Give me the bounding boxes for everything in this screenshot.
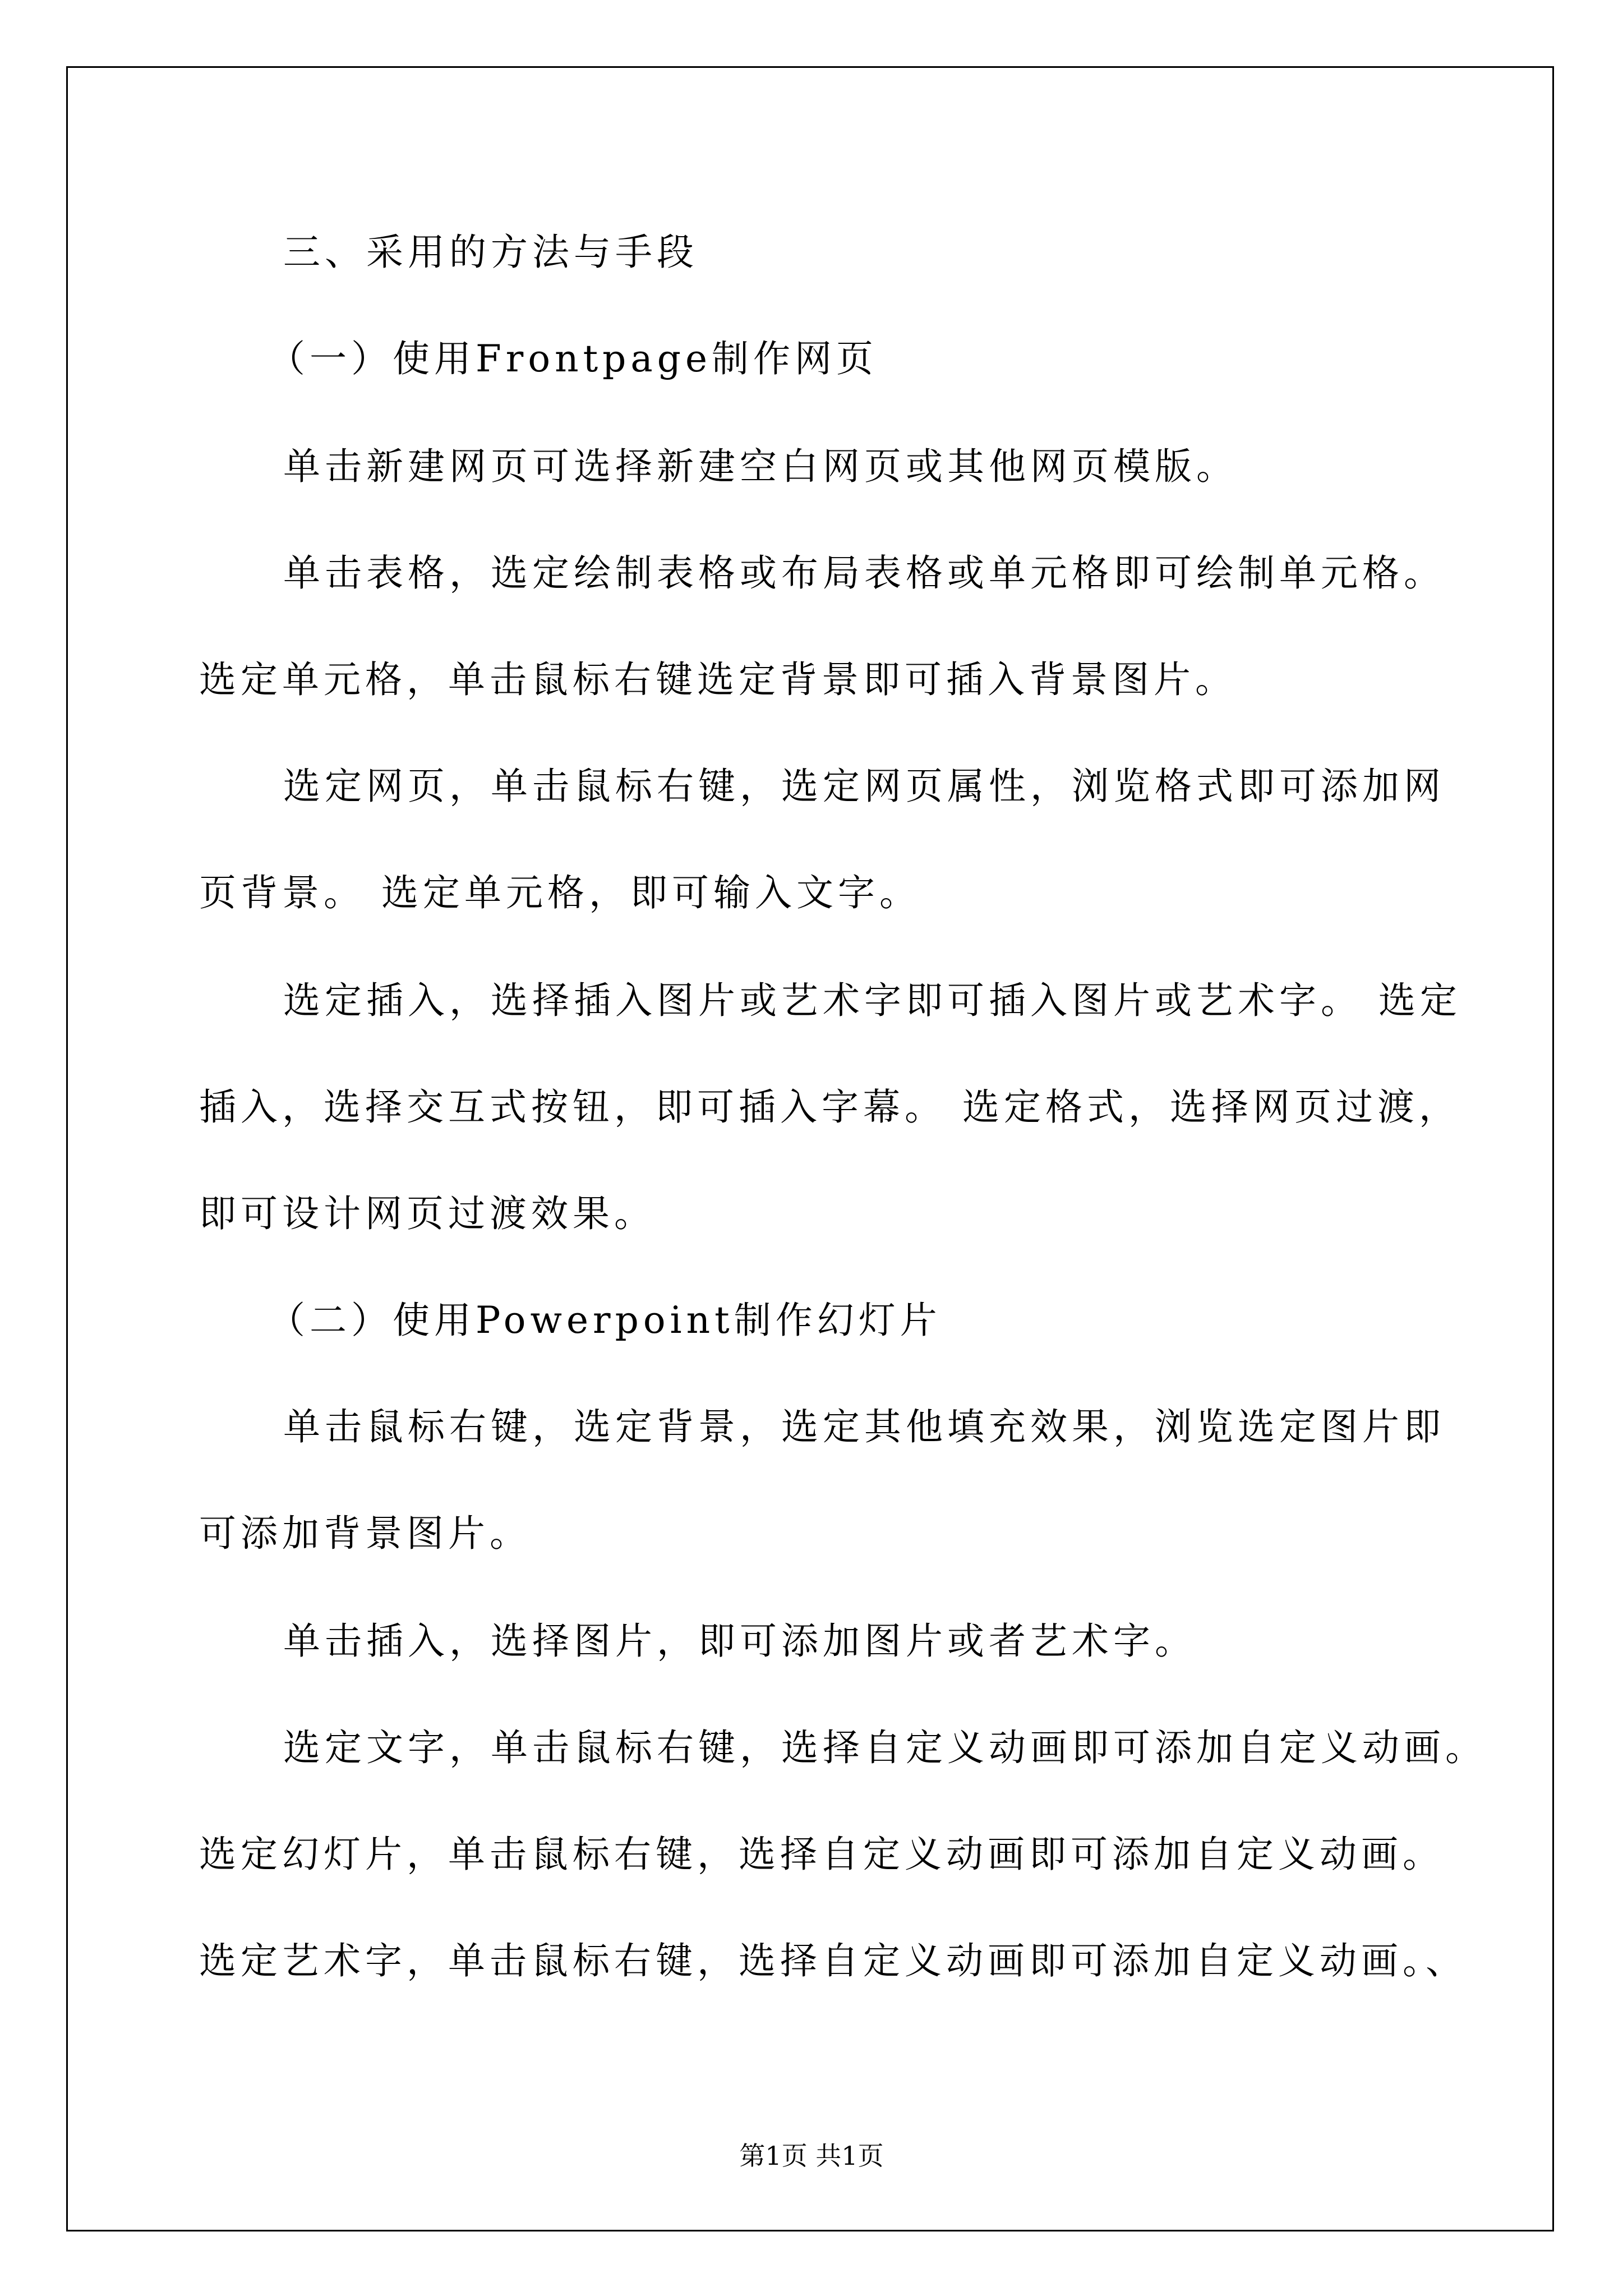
paragraph-line: 选定网页，单击鼠标右键，选定网页属性，浏览格式即可添加网 — [283, 765, 1445, 808]
paragraph-line: 单击新建网页可选择新建空白网页或其他网页模版。 — [283, 445, 1238, 488]
paragraph-line: 页背景。 选定单元格，即可输入文字。 — [199, 871, 921, 914]
paragraph-line: 选定文字，单击鼠标右键，选择自定义动画即可添加自定义动画。 — [283, 1726, 1487, 1769]
paragraph-line: 单击表格，选定绘制表格或布局表格或单元格即可绘制单元格。 — [283, 551, 1445, 595]
paragraph-line: 选定插入，选择插入图片或艺术字即可插入图片或艺术字。 选定 — [283, 979, 1461, 1022]
page-border — [66, 66, 1554, 2231]
section-heading: 三、采用的方法与手段 — [283, 231, 698, 274]
paragraph-line: 可添加背景图片。 — [199, 1512, 531, 1555]
paragraph-line: 单击鼠标右键，选定背景，选定其他填充效果，浏览选定图片即 — [283, 1405, 1445, 1448]
paragraph-line: 选定艺术字，单击鼠标右键，选择自定义动画即可添加自定义动画。、 — [199, 1939, 1467, 1982]
subsection-heading-powerpoint: （二）使用Powerpoint制作幻灯片 — [268, 1299, 942, 1342]
page-number-footer: 第1页 共1页 — [739, 2141, 884, 2171]
paragraph-line: 即可设计网页过渡效果。 — [199, 1192, 656, 1235]
paragraph-line: 插入，选择交互式按钮，即可插入字幕。 选定格式，选择网页过渡， — [199, 1085, 1460, 1129]
paragraph-line: 单击插入，选择图片，即可添加图片或者艺术字。 — [283, 1619, 1196, 1663]
paragraph-line: 选定幻灯片，单击鼠标右键，选择自定义动画即可添加自定义动画。 — [199, 1833, 1444, 1876]
subsection-heading-frontpage: （一）使用Frontpage制作网页 — [268, 337, 878, 380]
paragraph-line: 选定单元格，单击鼠标右键选定背景即可插入背景图片。 — [199, 658, 1237, 701]
